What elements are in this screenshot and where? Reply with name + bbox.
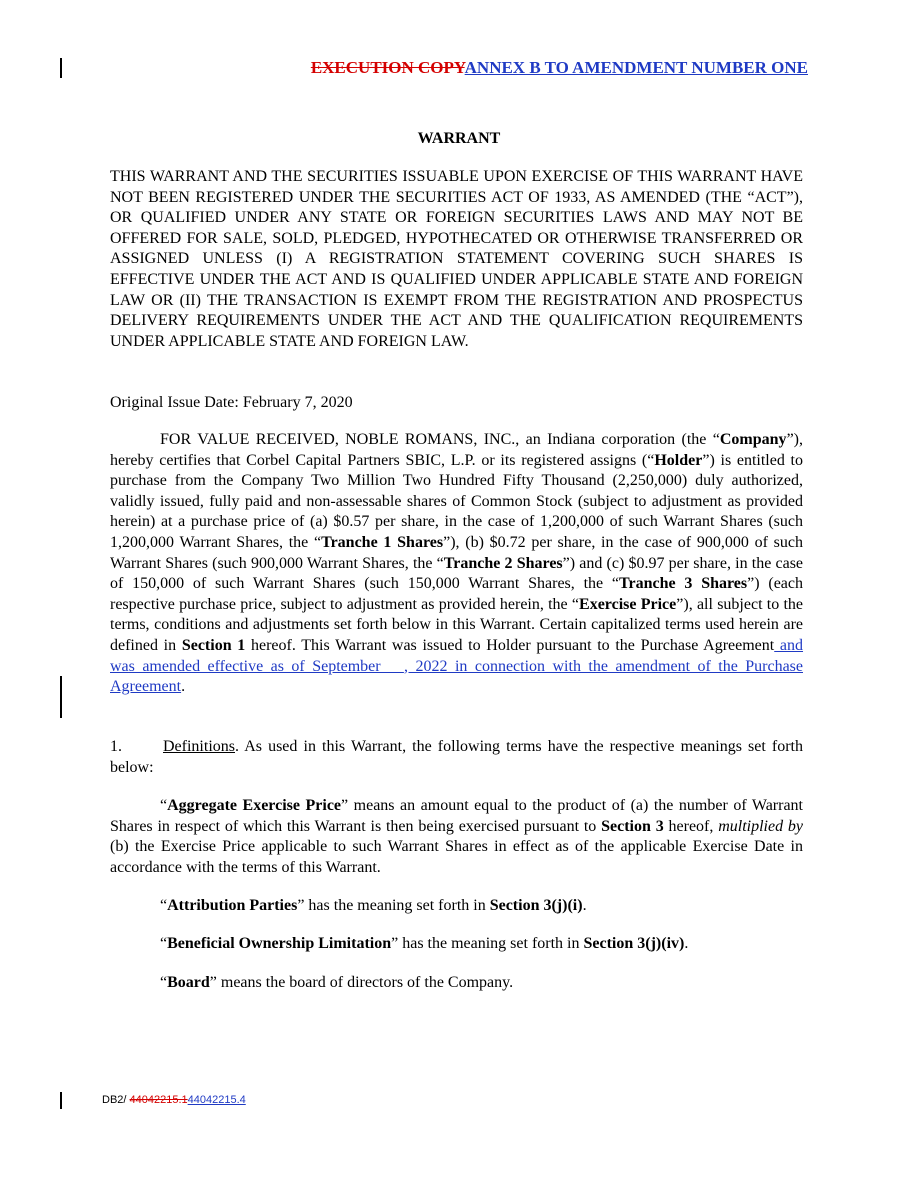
header-deleted-text: EXECUTION COPY	[310, 58, 465, 77]
defined-term: Beneficial Ownership Limitation	[167, 935, 392, 952]
section-reference: Section 3(j)(iv)	[583, 935, 685, 952]
definition-attribution-parties: “Attribution Parties” has the meaning set forth in Section 3(j)(i).	[160, 897, 587, 914]
change-bar-header	[60, 58, 62, 78]
term-holder: Holder	[654, 451, 703, 469]
document-header	[311, 58, 808, 78]
defined-term: Attribution Parties	[167, 897, 298, 914]
section-reference: Section 3(j)(i)	[489, 897, 583, 914]
term-tranche-2: Tranche 2 Shares	[443, 554, 563, 572]
change-bar-intro	[60, 676, 62, 718]
definitions-section: 1. Definitions. As used in this Warrant, the following terms have the respective meanings set forth below:	[110, 738, 803, 776]
defined-term: Board	[167, 974, 210, 991]
section-1-reference: Section 1	[181, 636, 246, 654]
definition-beneficial-ownership-limitation: “Beneficial Ownership Limitation” has the meaning set forth in Section 3(j)(iv).	[160, 935, 689, 952]
term-company: Company	[719, 431, 787, 448]
header-inserted-text: ANNEX B TO AMENDMENT NUMBER ONE	[464, 58, 808, 77]
document-title: WARRANT	[417, 130, 501, 147]
section-number: 1.	[110, 738, 122, 755]
document-footer-id: DB2/ 44042215.144042215.4	[102, 1094, 246, 1106]
inserted-amendment-text: and was amended effective as of September __, 2022 in connection with the amendment of the Purchase Agreement	[110, 636, 804, 696]
securities-legend: THIS WARRANT AND THE SECURITIES ISSUABLE UPON EXERCISE OF THIS WARRANT HAVE NOT BEEN REGISTERED UNDER THE SECURITIES ACT OF 1933, AS AMENDED (THE “ACT”), OR QUALIFIED UNDER ANY STATE OR FOREIGN SECURITIES LAWS AND MAY NOT BE OFFERED FOR SALE, SOLD, PLEDGED, HYPOTHECATED OR OTHERWISE TRANSFERRED OR ASSIGNED UNLESS (I) A REGISTRATION STATEMENT COVERING SUCH SHARES IS EFFECTIVE UNDER THE ACT AND IS QUALIFIED UNDER APPLICABLE STATE AND FOREIGN LAW OR (II) THE TRANSACTION IS EXEMPT FROM THE REGISTRATION AND PROSPECTUS DELIVERY REQUIREMENTS UNDER THE ACT AND THE QUALIFICATION REQUIREMENTS UNDER APPLICABLE STATE AND FOREIGN LAW.	[110, 168, 803, 350]
original-issue-date: Original Issue Date: February 7, 2020	[110, 394, 353, 411]
intro-paragraph: FOR VALUE RECEIVED, NOBLE ROMANS, INC., an Indiana corporation (the “Company”), hereby certifies that Corbel Capital Partners SBIC, L.P. or its registered assigns (“Holder”) is entitled to purchase from the Company Two Million Two Hundred Fifty Thousand (2,250,000) duly authorized, validly issued, fully paid and non-assessable shares of Common Stock (subject to adjustment as provided herein) at a purchase price of (a) $0.57 per share, in the case of 1,200,000 of such Warrant Shares (such 1,200,000 Warrant Shares, the “Tranche 1 Shares”), (b) $0.72 per share, in the case of 900,000 of such Warrant Shares (such 900,000 Warrant Shares, the “Tranche 2 Shares”) and (c) $0.97 per share, in the case of 150,000 of such Warrant Shares (such 150,000 Warrant Shares, the “Tranche 3 Shares”) (each respective purchase price, subject to adjustment as provided herein, the “Exercise Price”), all subject to the terms, conditions and adjustments set forth below in this Warrant. Certain capitalized terms used herein are defined in Section 1 hereof. This Warrant was issued to Holder pursuant to the Purchase Agreement and was amended effective as of September __, 2022 in connection with the amendment of the Purchase Agreement.	[110, 431, 804, 696]
term-exercise-price: Exercise Price	[579, 595, 677, 613]
definition-aggregate-exercise-price: “Aggregate Exercise Price” means an amount equal to the product of (a) the number of Warrant Shares in respect of which this Warrant is then being exercised pursuant to Section 3 hereof, multiplied by (b) the Exercise Price applicable to such Warrant Shares in effect as of the applicable Exercise Date in accordance with the terms of this Warrant.	[110, 797, 804, 876]
footer-inserted-id: 44042215.4	[187, 1094, 246, 1106]
term-tranche-1: Tranche 1 Shares	[321, 533, 444, 551]
term-tranche-3: Tranche 3 Shares	[619, 575, 748, 593]
definition-board: “Board” means the board of directors of the Company.	[160, 974, 514, 991]
footer-deleted-id: 44042215.1	[129, 1094, 188, 1106]
section-reference: Section 3	[601, 817, 664, 835]
defined-term: Aggregate Exercise Price	[167, 797, 342, 814]
change-bar-footer	[60, 1092, 62, 1109]
section-heading: Definitions	[163, 738, 235, 755]
